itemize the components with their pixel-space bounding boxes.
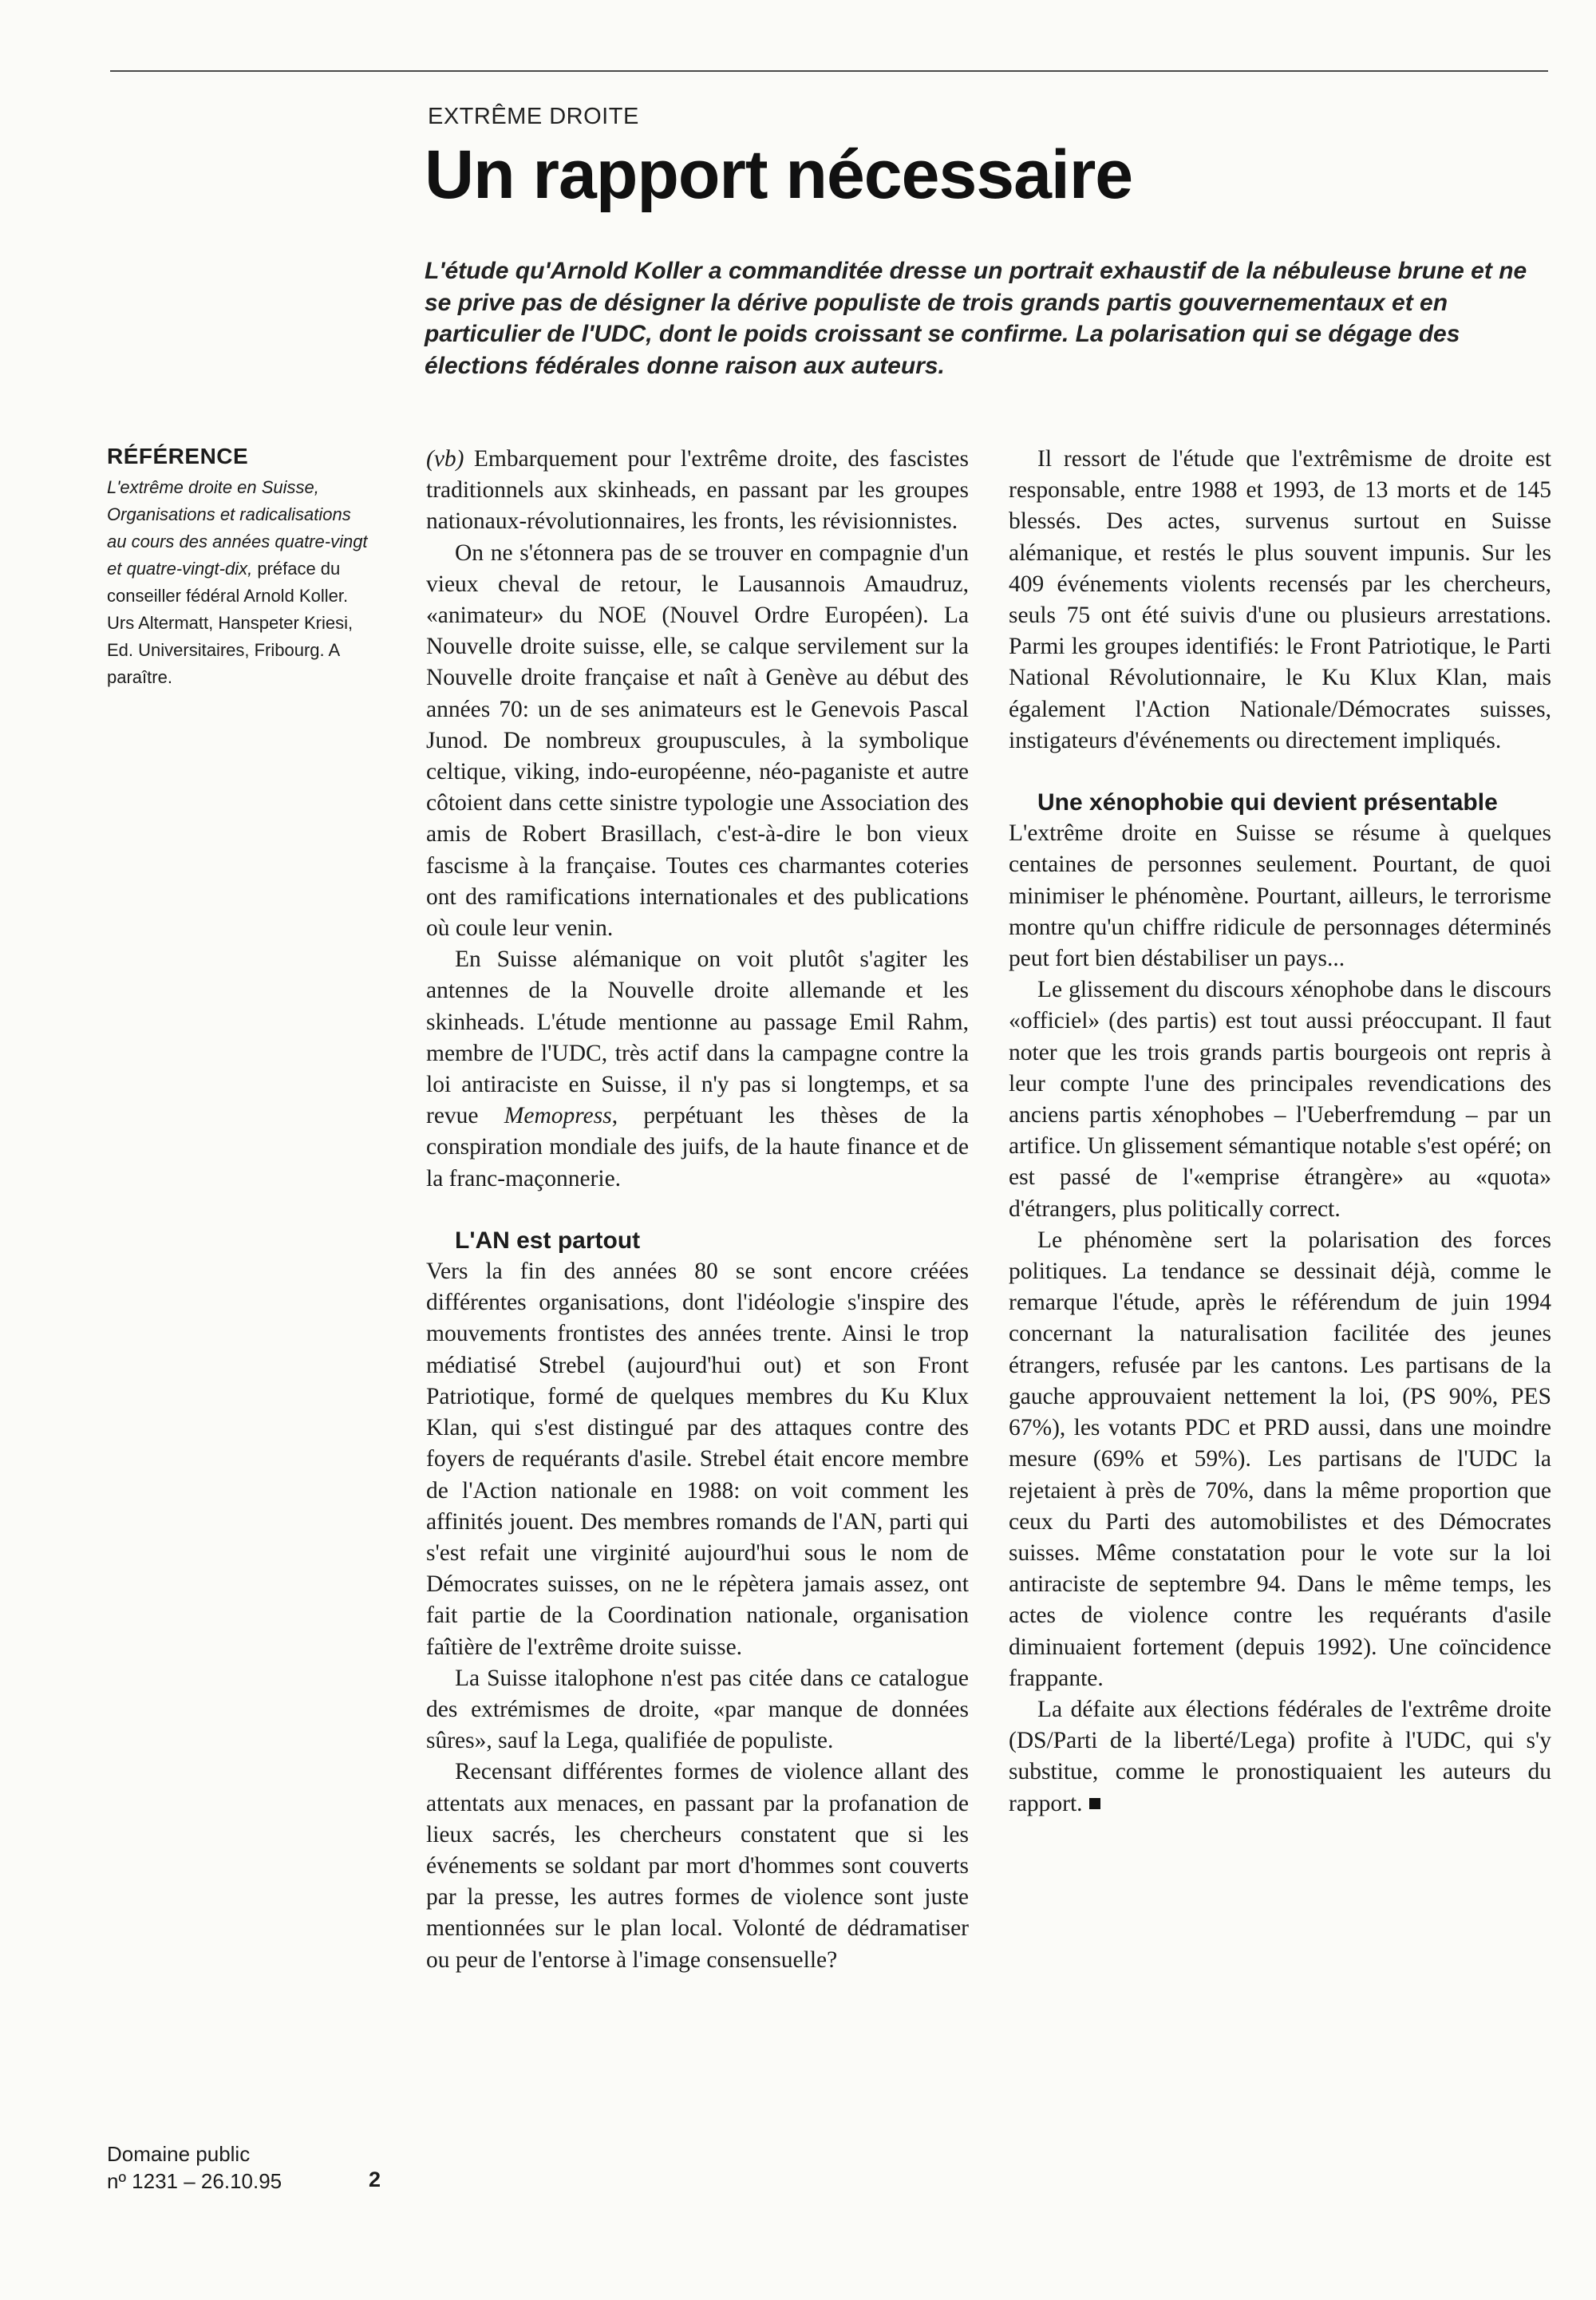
paragraph-7: Il ressort de l'étude que l'extrêmisme de droite est responsable, entre 1988 et 1993, de 13 morts et de 145 blessés. Des actes, survenus surtout en Suisse alémanique, et restés le plus souvent impunis. Sur les 409 événements violents recensés par les chercheurs, seuls 75 ont été suivis d'une ou plusieurs arrestations. Parmi les groupes identifiés: le Front Patriotique, le Parti National Révolutionnaire, le Ku Klux Klan, mais également l'Action Nationale/Démocrates suisses, instigateurs d'événements ou directement impliqués. xyxy=(1009,446,1551,753)
journal-name: Memopress xyxy=(504,1103,612,1129)
publication-footer xyxy=(107,2140,282,2195)
article-column-2 xyxy=(1009,444,1551,1820)
paragraph-3: En Suisse alémanique on voit plutôt s'agiter les antennes de la Nouvelle droite allemande et les skinheads. L'étude mentionne au passage Emil Rahm, membre de l'UDC, très actif dans la campagne contre la loi antiraciste en Suisse, il n'y pas si longtemps, et sa revue Memopress, perpétuant les thèses de la conspiration mondiale des juifs, de la haute finance et de la franc-maçonnerie. xyxy=(426,946,969,1191)
paragraph-6: Recensant différentes formes de violence allant des attentats aux menaces, en passant par la profanation de lieux sacrés, les chercheurs constatent que si les événements se soldant par mort d'hommes sont couverts par la presse, les autres formes de violence sont juste mentionnées sur le plan local. Volonté de dédramatiser ou peur de l'entorse à l'image consensuelle? xyxy=(426,1759,969,1973)
paragraph-4: Vers la fin des années 80 se sont encore créées différentes organisations, dont l'idéologie s'inspire des mouvements frontistes des années trente. Ainsi le trop médiatisé Strebel (aujourd'hui out) et son Front Patriotique, formé de quelques membres du Ku Klux Klan, qui s'est distingué par des attaques contre des foyers de requérants d'asile. Strebel était encore membre de l'Action nationale en 1988: on voit comment les affinités jouent. Des membres romands de l'AN, parti qui s'est refait une virginité aujourd'hui sous le nom de Démocrates suisses, on ne le répètera jamais assez, ont fait partie de la Coordination nationale, organisation faîtière de l'extrême droite suisse. xyxy=(426,1259,969,1660)
article-lead: L'étude qu'Arnold Koller a commanditée dresse un portrait exhaustif de la nébuleuse brune et ne se prive pas de désigner la dérive populiste de trois grands partis gouvernementaux et en particulier de l'UDC, dont le poids croissant se confirme. La polarisation qui se dégage des élections fédérales donne raison aux auteurs. xyxy=(425,258,1527,379)
reference-sidebar xyxy=(107,444,370,691)
reference-book-title: L'extrême droite en Suisse, Organisations et radicalisations au cours des années quatre-vingt et quatre-vingt-dix, xyxy=(107,477,368,579)
paragraph-11: La défaite aux élections fédérales de l'extrême droite (DS/Parti de la liberté/Lega) profite à l'UDC, qui s'y substitue, comme le pronostiquaient les auteurs du rapport. xyxy=(1009,1696,1551,1816)
subhead-an-partout: L'AN est partout xyxy=(455,1227,641,1254)
reference-details: préface du conseiller fédéral Arnold Koller. Urs Altermatt, Hanspeter Kriesi, Ed. Universitaires, Fribourg. A paraître. xyxy=(107,559,354,687)
section-gap xyxy=(426,1195,969,1225)
end-of-article-mark xyxy=(1089,1798,1100,1809)
article-headline: Un rapport nécessaire xyxy=(425,136,1133,213)
paragraph-5: La Suisse italophone n'est pas citée dans ce catalogue des extrémismes de droite, «par manque de données sûres», sauf la Lega, qualifiée de populiste. xyxy=(426,1665,969,1754)
top-rule xyxy=(110,70,1548,72)
author-signature: (vb) xyxy=(426,446,464,472)
page-number: 2 xyxy=(369,2168,381,2191)
reference-text xyxy=(107,474,370,691)
subhead-xenophobie: Une xénophobie qui devient présentable xyxy=(1037,789,1498,816)
paragraph-10: Le phénomène sert la polarisation des forces politiques. La tendance se dessinait déjà, comme le remarque l'étude, après le référendum de juin 1994 concernant la naturalisation facilitée des jeunes étrangers, refusée par les cantons. Les partisans de la gauche approuvaient nettement la loi, (PS 90%, PES 67%), les votants PDC et PRD aussi, dans une moindre mesure (69% et 59%). Les partisans de l'UDC la rejetaient à près de 70%, dans la même proportion que ceux du Parti des automobilistes et des Démocrates suisses. Même constatation pour le vote sur la loi antiraciste de septembre 94. Dans le même temps, les actes de violence contre les requérants d'asile diminuaient fortement (depuis 1992). Une coïncidence frappante. xyxy=(1009,1227,1551,1691)
reference-heading: RÉFÉRENCE xyxy=(107,444,249,468)
paragraph-8: L'extrême droite en Suisse se résume à quelques centaines de personnes seulement. Pourtant, de quoi minimiser le phénomène. Pourtant, ailleurs, le terrorisme montre qu'un chiffre ridicule de personnages déterminés peut fort bien déstabiliser un pays... xyxy=(1009,820,1551,972)
paragraph-1: (vb) Embarquement pour l'extrême droite, des fascistes traditionnels aux skinheads, en passant par les groupes nationaux-révolutionnaires, les fronts, les révisionnistes. xyxy=(426,446,969,535)
issue-date: nº 1231 – 26.10.95 xyxy=(107,2169,282,2193)
paragraph-2: On ne s'étonnera pas de se trouver en compagnie d'un vieux cheval de retour, le Lausannois Amaudruz, «animateur» du NOE (Nouvel Ordre Européen). La Nouvelle droite suisse, elle, se calque servilement sur la Nouvelle droite française et naît à Genève au début des années 70: un de ses animateurs est le Genevois Pascal Junod. De nombreux groupuscules, à la symbolique celtique, viking, indo-européenne, néo-paganiste et autre côtoient dans cette sinistre typologie une Association des amis de Robert Brasillach, c'est-à-dire le bon vieux fascisme à la française. Toutes ces charmantes coteries ont des ramifications internationales et des publications où coule leur venin. xyxy=(426,539,969,942)
section-kicker: EXTRÊME DROITE xyxy=(428,104,639,129)
section-gap xyxy=(1009,757,1551,787)
paragraph-9: Le glissement du discours xénophobe dans le discours «officiel» (des partis) est tout aussi préoccupant. Il faut noter que les trois grands partis bourgeois ont repris à leur compte l'une des principales revendications des anciens partis xénophobes – l'Ueberfremdung – par un artifice. Un glissement sémantique notable s'est opéré; on est passé de l'«emprise étrangère» au «quota» d'étrangers, plus politically correct. xyxy=(1009,977,1551,1222)
article-column-1 xyxy=(426,444,969,1976)
publication-name: Domaine public xyxy=(107,2142,251,2166)
